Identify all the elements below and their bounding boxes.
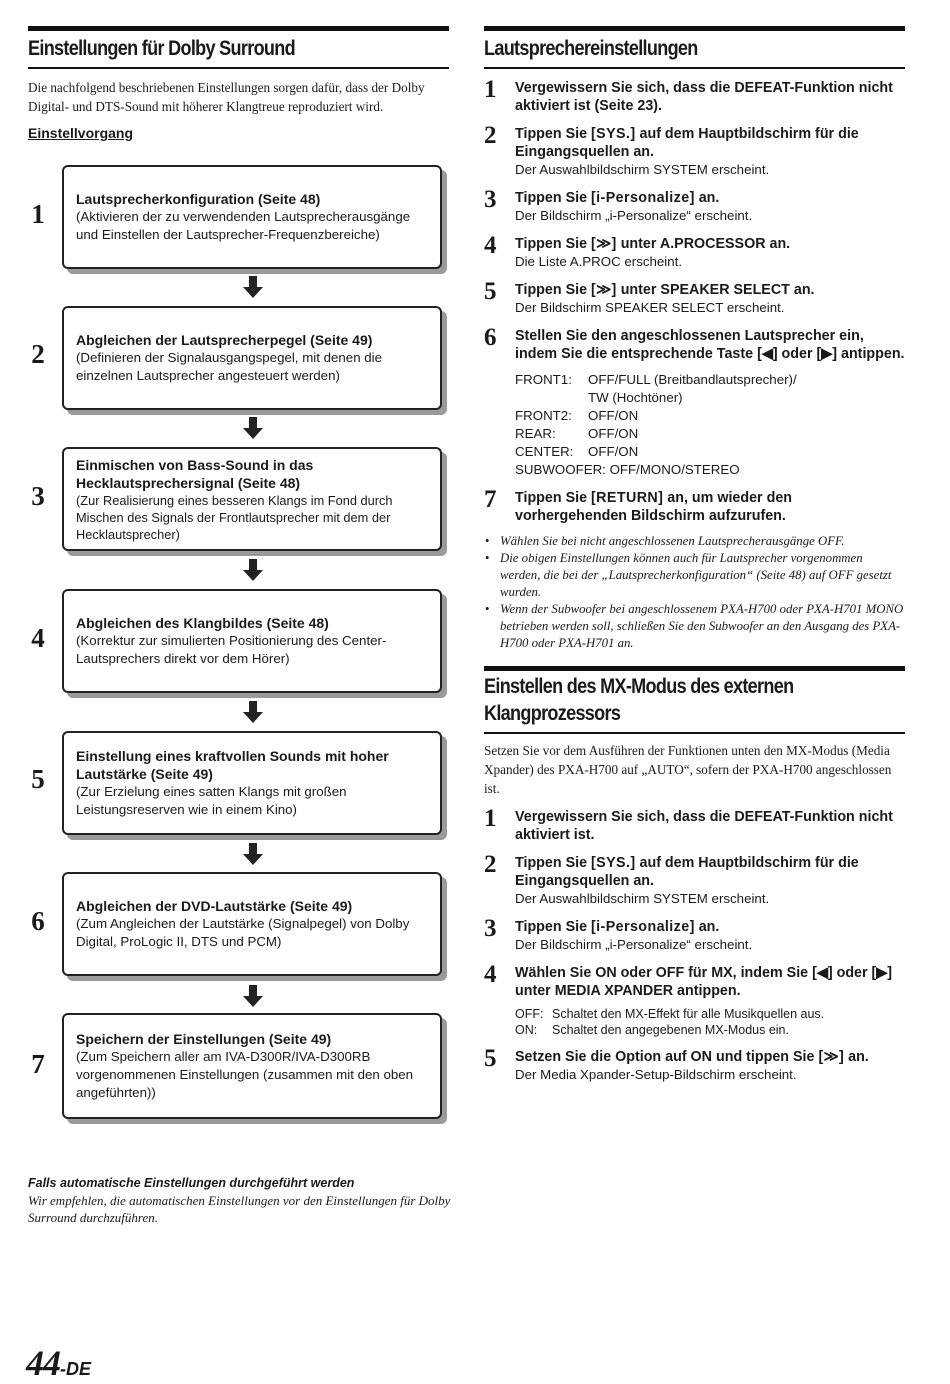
flow-box [62,1013,442,1119]
step-text: auf dem Hauptbildschirm für die Eingangsquellen an. [515,126,859,160]
step-item [484,324,905,479]
key-label: [≫] [591,282,617,298]
flow-box-desc: (Definieren der Signalausgangspegel, mit denen die einzelnen Lautsprecher angesteuert werden) [76,350,383,383]
step-text: an, um wieder den vorhergehenden Bildschirm aufzurufen. [515,490,793,524]
step-result: Der Media Xpander-Setup-Bildschirm erscheint. [515,1067,797,1082]
option-label: FRONT1: [515,372,572,387]
key-label: [SYS.] [591,855,636,871]
right-column [484,26,905,1084]
step-item [484,186,905,225]
flow-step-number: 6 [31,906,45,936]
flow-box [62,731,442,835]
page-number-value: 44 [26,1343,60,1383]
down-arrow-icon [243,559,263,581]
step-item [484,278,905,317]
option-value: TW (Hochtöner) [588,390,683,405]
option-row [515,1022,905,1038]
step-text: Tippen Sie [515,919,592,935]
step-result: Der Auswahlbildschirm SYSTEM erscheint. [515,891,770,906]
flow-box [62,165,442,269]
step-number: 2 [484,122,497,149]
key-label: [RETURN] [591,490,664,506]
flow-box [62,872,442,976]
step-number: 1 [484,805,497,832]
step-number: 3 [484,186,497,213]
step-instruction [515,918,905,936]
option-value: OFF/ON [588,408,639,423]
step-result: Die Liste A.PROC erscheint. [515,254,683,269]
step-instruction [515,125,905,161]
step-instruction: Vergewissern Sie sich, dass die DEFEAT-Funktion nicht aktiviert ist (Seite 23). [515,80,893,114]
step-text: unter A.PROCESSOR an. [616,236,791,252]
option-label [515,389,588,407]
key-label: [i-Personalize] [591,190,695,206]
step-item [484,1045,905,1084]
step-number: 3 [484,915,497,942]
flow-step-number: 7 [31,1049,45,1079]
key-label: [≫] [818,1049,845,1065]
option-row [515,443,905,461]
flow-box-title: Abgleichen der DVD-Lautstärke (Seite 49) [76,898,353,914]
option-value: OFF/ON [588,444,639,459]
step-item [484,805,905,844]
flow-box-desc: (Zur Realisierung eines besseren Klangs im Fond durch Mischen des Signals der Frontlautsprecher mit dem der Hecklautsprecher) [76,492,393,542]
flow-box-desc: (Zum Speichern aller am IVA-D300R/IVA-D300RB vorgenommenen Einstellungen (zusammen mit den oben angeführten)) [76,1049,414,1100]
step-text: an. [694,919,720,935]
flow-step-number: 3 [31,481,45,511]
down-arrow-icon [243,701,263,723]
step-instruction [515,189,905,207]
step-instruction [515,489,905,525]
option-value: OFF/FULL (Breitbandlautsprecher)/ [588,372,797,387]
intro-text: Die nachfolgend beschriebenen Einstellungen sorgen dafür, dass der Dolby Digital- und DTS-Sound mit höherer Klangtreue reproduziert wird. [28,80,425,114]
step-instruction: Stellen Sie den angeschlossenen Lautsprecher ein, indem Sie die entsprechende Taste [◀] oder [▶] antippen. [515,328,905,362]
option-label: FRONT2: [515,408,572,423]
flow-box-title: Lautsprecherkonfiguration (Seite 48) [76,191,321,207]
note-item: • Wenn der Subwoofer bei angeschlossenem PXA-H700 oder PXA-H701 MONO betrieben werden soll, schließen Sie den Subwoofer an den Ausgang des PXA-H700 oder PXA-H701 an. [484,601,905,652]
speaker-options [515,371,905,479]
section-title: Lautsprechereinstellungen [484,37,698,60]
step-item [484,232,905,271]
step-text: Tippen Sie [515,190,592,206]
option-row [515,371,905,389]
step-instruction [515,854,905,890]
step-item [484,486,905,525]
step-result: Der Auswahlbildschirm SYSTEM erscheint. [515,162,770,177]
flow-box-desc: (Zum Angleichen der Lautstärke (Signalpegel) von Dolby Digital, ProLogic II, DTS und PCM) [76,916,410,949]
section-title-line2: Klangprozessors [484,702,621,725]
left-column [28,26,449,1141]
down-arrow-icon [243,843,263,865]
key-label: [≫] [591,236,617,252]
step-item [484,122,905,179]
step-instruction [515,235,905,253]
step-text: unter SPEAKER SELECT an. [616,282,815,298]
step-text: auf dem Hauptbildschirm für die Eingangsquellen an. [515,855,859,889]
flow-box-title: Einmischen von Bass-Sound in das Hecklautsprechersignal (Seite 48) [76,456,314,491]
intro-text: Setzen Sie vor dem Ausführen der Funktionen unten den MX-Modus (Media Xpander) des PXA-H700 auf „AUTO“, sofern der PXA-H700 angeschlossen ist. [484,743,892,796]
flowchart [28,141,449,1141]
footnote [28,1175,453,1226]
section-heading-mx [484,666,905,734]
option-value: Schaltet den angegebenen MX-Modus ein. [552,1023,789,1037]
page-suffix: -DE [60,1359,91,1379]
flow-box-title: Abgleichen der Lautsprecherpegel (Seite 49) [76,332,373,348]
flow-box-title: Speichern der Einstellungen (Seite 49) [76,1031,332,1047]
footnote-title: Falls automatische Einstellungen durchgeführt werden [28,1176,355,1190]
key-label: [SYS.] [591,126,636,142]
flow-box [62,306,442,410]
step-text: an. [844,1049,869,1065]
option-row [515,389,905,407]
step-result: Der Bildschirm „i-Personalize“ erscheint. [515,937,753,952]
step-number: 5 [484,278,497,305]
section-title-line1: Einstellen des MX-Modus des externen [484,675,794,698]
step-instruction [515,281,905,299]
step-instruction: Wählen Sie ON oder OFF für MX, indem Sie [◀] oder [▶] unter MEDIA XPANDER antippen. [515,965,893,999]
note-item: • Wählen Sie bei nicht angeschlossenen Lautsprecherausgänge OFF. [484,533,905,550]
step-number: 5 [484,1045,497,1072]
step-item [484,851,905,908]
step-instruction: Vergewissern Sie sich, dass die DEFEAT-Funktion nicht aktiviert ist. [515,809,893,843]
flow-box-title: Einstellung eines kraftvollen Sounds mit hoher Lautstärke (Seite 49) [76,748,389,782]
step-item [484,915,905,954]
steps-list [484,76,905,525]
step-number: 7 [484,486,497,513]
step-text: Setzen Sie die Option auf ON und tippen Sie [515,1049,819,1065]
step-number: 6 [484,324,497,351]
option-row [515,1006,905,1022]
option-row [515,407,905,425]
option-label: SUBWOOFER: [515,462,606,477]
step-item [484,76,905,115]
flow-box [62,589,442,693]
section-heading-dolby [28,26,449,69]
flow-step-number: 2 [31,339,45,369]
note-item: • Die obigen Einstellungen können auch für Lautsprecher vorgenommen werden, die bei der „Lautsprecherkonfiguration“ (Seite 48) auf OFF gesetzt wurden. [484,550,905,601]
footnote-text: Wir empfehlen, die automatischen Einstellungen vor den Einstellungen für Dolby Surround durchzuführen. [28,1193,451,1225]
option-label: ON: [515,1023,538,1037]
step-item [484,961,905,1038]
option-value: Schaltet den MX-Effekt für alle Musikquellen aus. [552,1007,825,1021]
flow-box-title: Abgleichen des Klangbildes (Seite 48) [76,615,329,631]
flow-step-number: 4 [31,623,45,653]
step-number: 4 [484,961,497,988]
option-label: REAR: [515,426,556,441]
option-row [515,461,905,479]
notes-list [484,533,905,652]
option-label: OFF: [515,1007,544,1021]
mx-options [515,1006,905,1038]
flow-step-number: 5 [31,764,45,794]
section-title: Einstellungen für Dolby Surround [28,37,295,60]
flow-box-desc: (Aktivieren der zu verwendenden Lautsprecherausgänge und Einstellen der Lautsprecher-Frequenzbereiche) [76,209,411,242]
step-text: Tippen Sie [515,855,592,871]
option-row [515,425,905,443]
step-number: 2 [484,851,497,878]
option-value: OFF/MONO/STEREO [609,462,740,477]
step-text: an. [694,190,720,206]
option-label: CENTER: [515,444,574,459]
section-heading-speaker [484,26,905,69]
down-arrow-icon [243,276,263,298]
option-value: OFF/ON [588,426,639,441]
step-instruction [515,1048,905,1066]
step-result: Der Bildschirm „i-Personalize“ erscheint. [515,208,753,223]
step-result: Der Bildschirm SPEAKER SELECT erscheint. [515,300,785,315]
step-text: Tippen Sie [515,490,592,506]
step-number: 4 [484,232,497,259]
subheading: Einstellvorgang [28,125,134,141]
step-text: Tippen Sie [515,282,592,298]
down-arrow-icon [243,985,263,1007]
down-arrow-icon [243,417,263,439]
flow-box-desc: (Korrektur zur simulierten Positionierung des Center-Lautsprechers direkt vor dem Hörer) [76,633,387,666]
flow-box [62,447,442,551]
key-label: [i-Personalize] [591,919,695,935]
step-number: 1 [484,76,497,103]
step-text: Tippen Sie [515,126,592,142]
flow-step-number: 1 [31,199,45,229]
flow-box-desc: (Zur Erzielung eines satten Klangs mit großen Leistungsreserven wie in einem Kino) [76,784,347,817]
steps-list [484,805,905,1084]
step-text: Tippen Sie [515,236,592,252]
